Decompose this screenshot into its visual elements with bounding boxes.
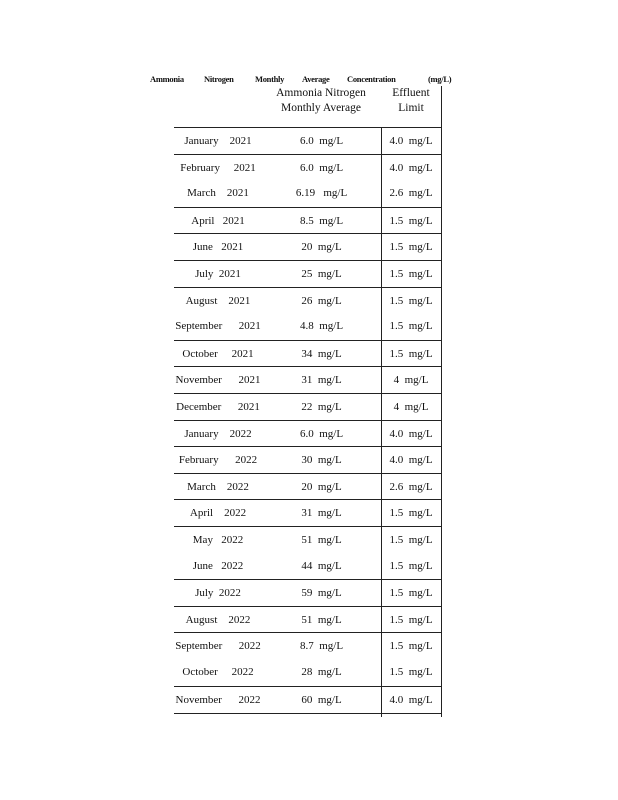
table-row: [174, 659, 442, 686]
table-row: [174, 393, 442, 421]
table-row: [174, 420, 442, 448]
average-cell: 31 mg/L: [301, 374, 342, 387]
limit-header-line: Effluent: [392, 87, 430, 99]
limit-cell: 1.5 mg/L: [389, 507, 433, 520]
month-cell: November 2021: [175, 374, 261, 387]
title-word: Average: [302, 74, 330, 84]
table-row: [174, 180, 442, 207]
average-cell: 44 mg/L: [301, 559, 342, 572]
average-cell: 22 mg/L: [301, 401, 342, 413]
avg-header-line: Monthly Average: [281, 102, 361, 114]
table-row: [174, 632, 442, 660]
average-cell: 8.7 mg/L: [299, 640, 344, 653]
average-cell: 20 mg/L: [301, 480, 342, 493]
limit-cell: 1.5 mg/L: [389, 214, 433, 227]
limit-cell: 1.5 mg/L: [389, 294, 433, 307]
average-cell: 34 mg/L: [301, 347, 342, 360]
limit-cell: 4.0 mg/L: [389, 427, 433, 440]
limit-cell: 4 mg/L: [393, 374, 429, 387]
average-cell: 20 mg/L: [301, 241, 342, 254]
limit-cell: 1.5 mg/L: [389, 268, 433, 280]
limit-header-line: Limit: [398, 102, 424, 114]
month-cell: July 2022: [195, 587, 241, 600]
average-cell: 6.0 mg/L: [299, 135, 344, 147]
limit-cell: 1.5 mg/L: [389, 666, 433, 678]
average-cell: 6.0 mg/L: [299, 427, 344, 440]
table-row: [174, 553, 442, 580]
average-cell: 26 mg/L: [301, 294, 342, 307]
average-cell: 51 mg/L: [301, 613, 342, 626]
month-cell: November 2022: [175, 693, 261, 706]
table-row: [174, 260, 442, 288]
limit-cell: 4 mg/L: [393, 401, 429, 413]
table-row: [174, 606, 442, 634]
limit-cell: 1.5 mg/L: [389, 587, 433, 600]
limit-cell: 1.5 mg/L: [389, 320, 433, 333]
average-cell: 6.0 mg/L: [299, 161, 344, 174]
limit-cell: 2.6 mg/L: [389, 187, 433, 200]
month-cell: April 2022: [189, 507, 247, 520]
month-cell: August 2022: [185, 613, 251, 626]
table-row: [174, 366, 442, 394]
month-cell: March 2022: [187, 480, 249, 493]
avg-column-header: [276, 86, 366, 116]
limit-cell: 4.0 mg/L: [389, 454, 433, 467]
table-row: [174, 207, 442, 235]
table-row: [174, 526, 442, 554]
average-cell: 25 mg/L: [301, 268, 342, 280]
table-row: [174, 127, 442, 155]
limit-cell: 2.6 mg/L: [389, 480, 433, 493]
table-row: [174, 579, 442, 607]
table-title: [150, 74, 450, 86]
month-cell: July 2021: [195, 268, 241, 280]
month-cell: May 2022: [192, 534, 244, 546]
average-cell: 59 mg/L: [301, 587, 342, 600]
month-cell: March 2021: [187, 187, 249, 200]
month-cell: June 2022: [192, 559, 244, 572]
table-row: [174, 313, 442, 340]
month-cell: February 2022: [178, 454, 258, 467]
month-cell: December 2021: [176, 401, 260, 413]
title-word: Nitrogen: [204, 74, 234, 84]
title-word: Monthly: [255, 74, 285, 84]
limit-cell: 1.5 mg/L: [389, 640, 433, 653]
month-cell: April 2021: [191, 214, 245, 227]
month-cell: September 2021: [175, 320, 261, 333]
table-row: [174, 340, 442, 368]
table-row: [174, 233, 442, 261]
limit-cell: 1.5 mg/L: [389, 347, 433, 360]
average-cell: 60 mg/L: [301, 693, 342, 706]
limit-cell: 4.0 mg/L: [389, 693, 433, 706]
avg-header-line: Ammonia Nitrogen: [276, 87, 366, 99]
average-cell: 51 mg/L: [301, 534, 342, 546]
average-cell: 6.19 mg/L: [295, 187, 348, 200]
limit-cell: 1.5 mg/L: [389, 241, 433, 254]
table-row: [174, 287, 442, 315]
title-word: (mg/L): [428, 74, 452, 84]
title-word: Ammonia: [150, 74, 184, 84]
title-word: Concentration: [347, 74, 396, 84]
ammonia-table: [174, 86, 442, 718]
table-row: [174, 154, 442, 182]
limit-column-header: [381, 86, 441, 116]
average-cell: 28 mg/L: [301, 666, 342, 678]
table-row: [174, 499, 442, 527]
month-cell: January 2021: [184, 135, 252, 147]
average-cell: 4.8 mg/L: [299, 320, 344, 333]
month-cell: January 2022: [184, 427, 252, 440]
table-row: [174, 473, 442, 501]
average-cell: 30 mg/L: [301, 454, 342, 467]
month-cell: February 2021: [180, 161, 256, 174]
average-cell: 8.5 mg/L: [299, 214, 344, 227]
table-row: [174, 446, 442, 474]
month-cell: October 2022: [182, 666, 254, 678]
limit-cell: 4.0 mg/L: [389, 135, 433, 147]
limit-cell: 1.5 mg/L: [389, 534, 433, 546]
table-row: [174, 686, 442, 715]
month-cell: September 2022: [175, 640, 261, 653]
limit-cell: 4.0 mg/L: [389, 161, 433, 174]
month-cell: June 2021: [192, 241, 244, 254]
limit-cell: 1.5 mg/L: [389, 559, 433, 572]
month-cell: October 2021: [182, 347, 254, 360]
average-cell: 31 mg/L: [301, 507, 342, 520]
limit-cell: 1.5 mg/L: [389, 613, 433, 626]
month-cell: August 2021: [185, 294, 251, 307]
